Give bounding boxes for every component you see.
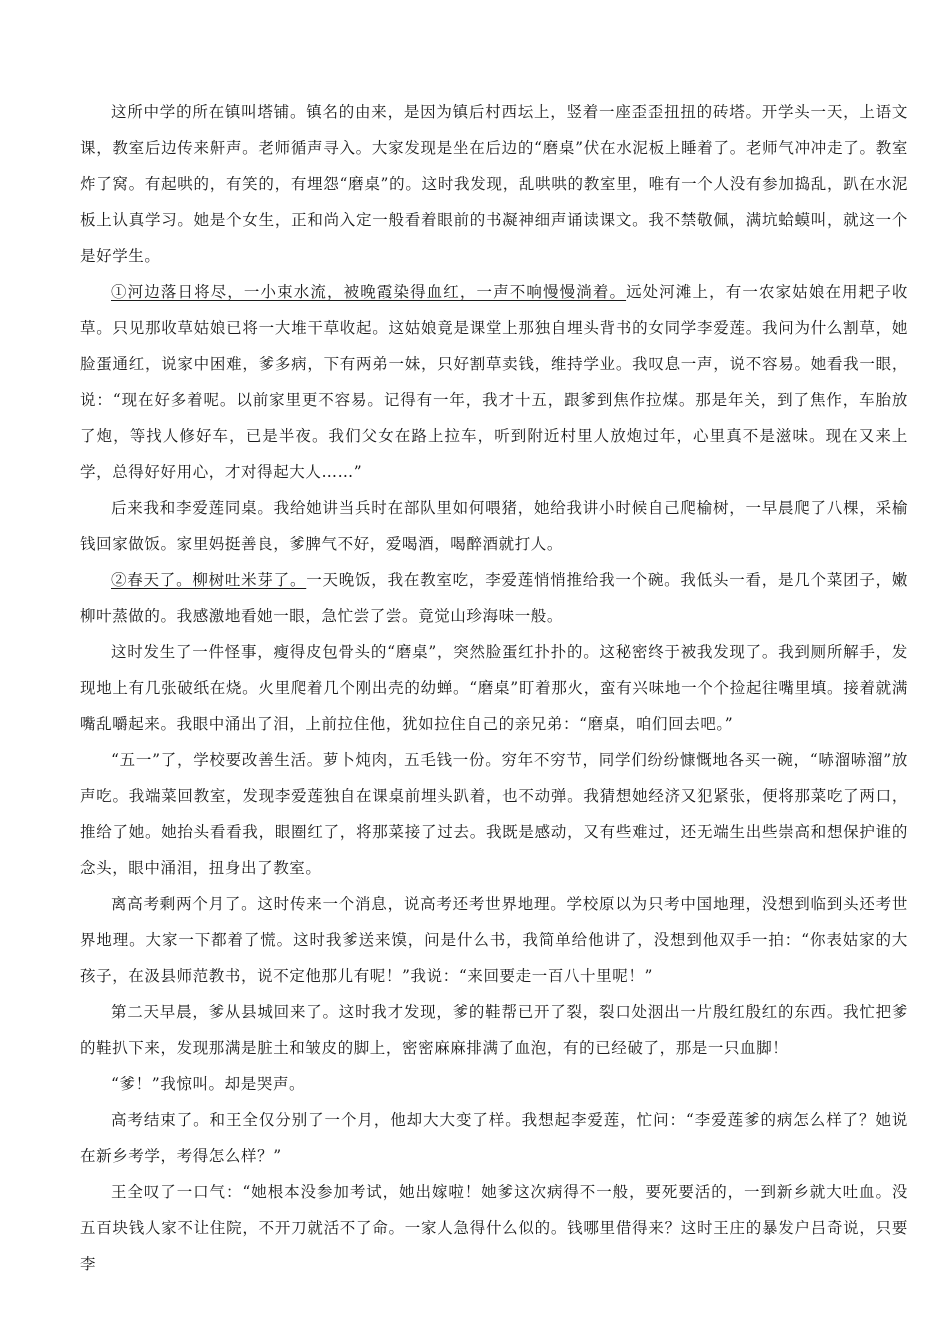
paragraph-3-text: 后来我和李爱莲同桌。我给她讲当兵时在部队里如何喂猪，她给我讲小时候自己爬榆树，一早晨爬了八棵，采榆钱回家做饭。家里妈挺善良，爹脾气不好，爱喝酒，喝醉酒就打人。 [80, 499, 908, 553]
paragraph-9-text: “爹！”我惊叫。却是哭声。 [111, 1075, 306, 1093]
paragraph-7-text: 离高考剩两个月了。这时传来一个消息，说高考还考世界地理。学校原以为只考中国地理，没想到临到头还考世界地理。大家一下都着了慌。这时我爹送来馍，问是什么书，我简单给他讲了，没想到他双手一拍：“你表姑家的大孩子，在汲县师范教书，说不定他那儿有呢！”我说：“来回要走一百八十里呢！” [80, 895, 908, 985]
paragraph-5-text: 这时发生了一件怪事，瘦得皮包骨头的“磨桌”，突然脸蛋红扑扑的。这秘密终于被我发现了。我到厕所解手，发现地上有几张破纸在烧。火里爬着几个刚出壳的幼蝉。“磨桌”盯着那火，蛮有兴味地一个个捡起往嘴里填。接着就满嘴乱嚼起来。我眼中涌出了泪，上前拉住他，犹如拉住自己的亲兄弟：“磨桌，咱们回去吧。” [80, 643, 908, 733]
paragraph-4 [80, 562, 908, 634]
paragraph-2 [80, 274, 908, 490]
underlined-sentence-1: ①河边落日将尽，一小束水流，被晚霞染得血红，一声不响慢慢淌着。 [111, 283, 627, 301]
paragraph-11-text: 王全叹了一口气：“她根本没参加考试，她出嫁啦！她爹这次病得不一般，要死要活的，一到新乡就大吐血。没五百块钱人家不让住院，不开刀就活不了命。一家人急得什么似的。钱哪里借得来？这时王庄的暴发户吕奇说，只要李 [80, 1183, 908, 1273]
paragraph-2-text: 远处河滩上，有一农家姑娘在用耙子收草。只见那收草姑娘已将一大堆干草收起。这姑娘竟是课堂上那独自埋头背书的女同学李爱莲。我问为什么割草，她脸蛋通红，说家中困难，爹多病，下有两弟一妹，只好割草卖钱，维持学业。我叹息一声，说不容易。她看我一眼，说：“现在好多着呢。以前家里更不容易。记得有一年，我才十五，跟爹到焦作拉煤。那是年关，到了焦作，车胎放了炮，等找人修好车，已是半夜。我们父女在路上拉车，听到附近村里人放炮过年，心里真不是滋味。现在又来上学，总得好好用心，才对得起大人……” [80, 283, 908, 481]
underlined-sentence-2: ②春天了。柳树吐米芽了。 [111, 571, 307, 589]
paragraph-9 [80, 1066, 908, 1102]
paragraph-6 [80, 742, 908, 886]
paragraph-10 [80, 1102, 908, 1174]
paragraph-4-text: 一天晚饭，我在教室吃，李爱莲悄悄推给我一个碗。我低头一看，是几个菜团子，嫩柳叶蒸做的。我感激地看她一眼，急忙尝了尝。竟觉山珍海味一般。 [80, 571, 909, 625]
paragraph-7 [80, 886, 908, 994]
paragraph-6-text: “五一”了，学校要改善生活。萝卜炖肉，五毛钱一份。穷年不穷节，同学们纷纷慷慨地各买一碗，“哧溜哧溜”放声吃。我端菜回教室，发现李爱莲独自在课桌前埋头趴着，也不动弹。我猜想她经济又犯紧张，便将那菜吃了两口，推给了她。她抬头看看我，眼圈红了，将那菜接了过去。我既是感动，又有些难过，还无端生出些崇高和想保护谁的念头，眼中涌泪，扭身出了教室。 [80, 751, 908, 877]
paragraph-1-text: 这所中学的所在镇叫塔铺。镇名的由来，是因为镇后村西坛上，竖着一座歪歪扭扭的砖塔。开学头一天，上语文课，教室后边传来鼾声。老师循声寻入。大家发现是坐在后边的“磨桌”伏在水泥板上睡着了。老师气冲冲走了。教室炸了窝。有起哄的，有笑的，有埋怨“磨桌”的。这时我发现，乱哄哄的教室里，唯有一个人没有参加捣乱，趴在水泥板上认真学习。她是个女生，正和尚入定一般看着眼前的书凝神细声诵读课文。我不禁敬佩，满坑蛤蟆叫，就这一个是好学生。 [80, 103, 908, 265]
paragraph-11 [80, 1174, 908, 1282]
paragraph-5 [80, 634, 908, 742]
paragraph-1 [80, 94, 908, 274]
paragraph-8-text: 第二天早晨，爹从县城回来了。这时我才发现，爹的鞋帮已开了裂，裂口处洇出一片殷红殷红的东西。我忙把爹的鞋扒下来，发现那满是脏土和皱皮的脚上，密密麻麻排满了血泡，有的已经破了，那是一只血脚！ [80, 1003, 908, 1057]
paragraph-10-text: 高考结束了。和王全仅分别了一个月，他却大大变了样。我想起李爱莲，忙问：“李爱莲爹的病怎么样了？她说在新乡考学，考得怎么样？” [80, 1111, 908, 1165]
paragraph-3 [80, 490, 908, 562]
paragraph-8 [80, 994, 908, 1066]
